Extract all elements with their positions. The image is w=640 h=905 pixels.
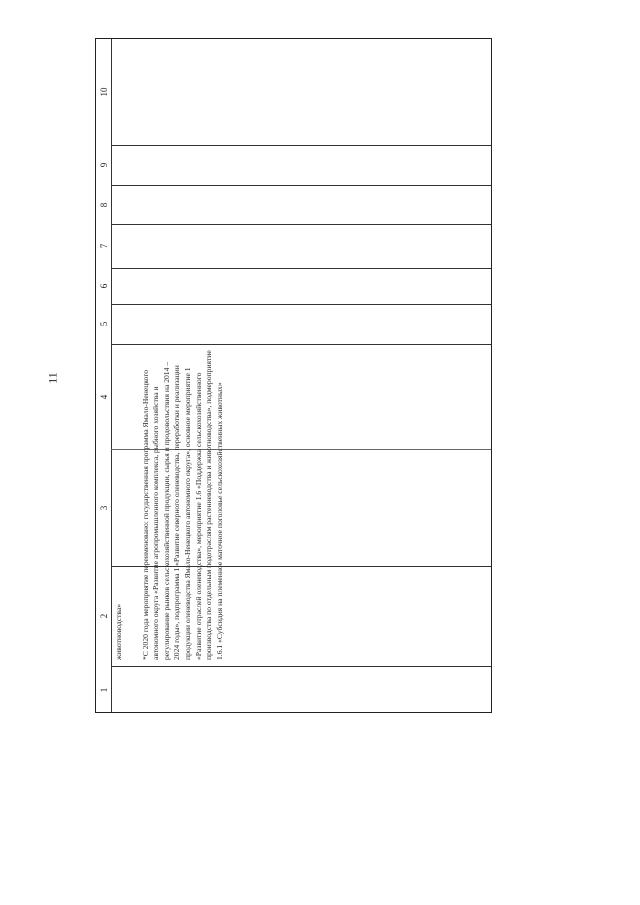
column-divider bbox=[111, 224, 491, 225]
column-header-4: 4 bbox=[98, 394, 109, 399]
column-header-6: 6 bbox=[98, 283, 109, 289]
column-divider bbox=[111, 666, 491, 667]
page-number-text: 11 bbox=[45, 372, 60, 384]
cell-column-4 bbox=[110, 344, 530, 666]
program-note: *С 2020 года мероприятие переименовано: государственная программа Ямало-Ненецкого автономного округа «Развитие агропромышленного комплекса, рыбного хозяйства и регулирование рынков сельскохозяйственной продукции, сырья и продовольствия на 2014 – 2024 годы», подпрограмма 1 «Развитие северного оленеводства, переработки и реализации продукции оленеводства Ямало-Ненецкого автономного округа», основное мероприятие 1 «Развитие отраслей оленеводства», мероприятие 1.6 «Поддержка сельскохозяйственного производства по отдельным подотраслям растениеводства и животноводства», подмероприятие 1.6.1 «Субсидия на племенное маточное поголовье сельскохозяйственных животных» bbox=[140, 350, 224, 660]
column-divider bbox=[111, 304, 491, 305]
column-header-5: 5 bbox=[98, 321, 109, 327]
column-divider bbox=[111, 268, 491, 269]
column-divider bbox=[111, 145, 491, 146]
column-header-7: 7 bbox=[98, 243, 109, 249]
rotated-table bbox=[95, 38, 492, 713]
column-header-10: 10 bbox=[98, 87, 109, 97]
column-header-3: 3 bbox=[98, 505, 109, 510]
previous-page-text: животноводства» bbox=[114, 603, 123, 660]
column-header-1: 1 bbox=[98, 687, 109, 693]
column-header-2: 2 bbox=[98, 613, 109, 619]
column-header-8: 8 bbox=[98, 202, 109, 207]
column-header-9: 9 bbox=[98, 162, 109, 168]
column-divider bbox=[111, 185, 491, 186]
